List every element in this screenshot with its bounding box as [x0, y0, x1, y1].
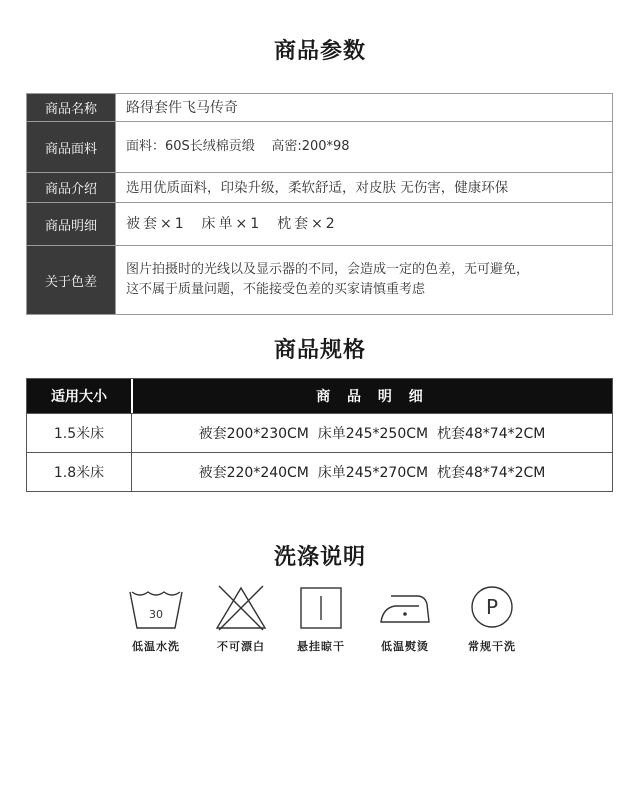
wash-30-icon	[128, 582, 184, 632]
param-value: 路得套件飞马传奇	[115, 94, 612, 121]
wash-title: 洗涤说明	[273, 545, 366, 570]
spec-header-row	[27, 379, 612, 413]
param-row-name	[27, 94, 612, 121]
param-label: 关于色差	[27, 246, 115, 314]
spec-header-detail: 商 品 明 细	[316, 389, 429, 405]
param-value: 面料：60S长绒棉贡缎 高密:200*98	[115, 122, 612, 172]
low-iron-icon	[377, 582, 433, 632]
wash-label: 不可漂白	[217, 640, 265, 653]
table-row	[27, 452, 612, 491]
hang-dry-icon	[293, 582, 349, 632]
param-value	[115, 246, 612, 314]
params-title: 商品参数	[273, 39, 366, 64]
param-value-line: 图片拍摄时的光线以及显示器的不同，会造成一定的色差，无可避免，	[126, 262, 530, 277]
spec-detail: 被套200*230CM 床单245*250CM 枕套48*74*2CM	[198, 426, 546, 442]
param-row-intro	[27, 172, 612, 202]
wash-label: 低温熨烫	[381, 640, 429, 653]
spec-table	[26, 378, 613, 492]
param-row-color	[27, 245, 612, 314]
dry-clean-letter: P	[485, 595, 499, 619]
param-value-line: 这不属于质量问题，不能接受色差的买家请慎重考虑	[126, 282, 426, 297]
spec-size: 1.8米床	[27, 453, 132, 491]
param-value: 被套×1 床单×1 枕套×2	[115, 203, 612, 245]
wash-item	[437, 582, 547, 654]
spec-size: 1.5米床	[27, 414, 132, 452]
spec-header-size: 适用大小	[27, 379, 133, 413]
spec-title: 商品规格	[273, 338, 366, 363]
param-value: 选用优质面料，印染升级，柔软舒适，对皮肤 无伤害，健康环保	[115, 173, 612, 202]
wash-label: 低温水洗	[132, 640, 180, 653]
param-label: 商品明细	[27, 203, 115, 245]
wash-label: 常规干洗	[468, 640, 516, 653]
wash-icons	[0, 582, 640, 672]
param-row-detail	[27, 202, 612, 245]
param-label: 商品介绍	[27, 173, 115, 202]
spec-detail: 被套220*240CM 床单245*270CM 枕套48*74*2CM	[198, 465, 546, 481]
param-label: 商品名称	[27, 94, 115, 121]
params-table	[26, 93, 613, 315]
param-label: 商品面料	[27, 122, 115, 172]
param-row-fabric	[27, 121, 612, 172]
dry-clean-p-icon	[464, 582, 520, 632]
table-row	[27, 413, 612, 452]
wash-temp: 30	[149, 608, 163, 621]
no-bleach-icon	[213, 582, 269, 632]
wash-label: 悬挂晾干	[297, 640, 345, 653]
